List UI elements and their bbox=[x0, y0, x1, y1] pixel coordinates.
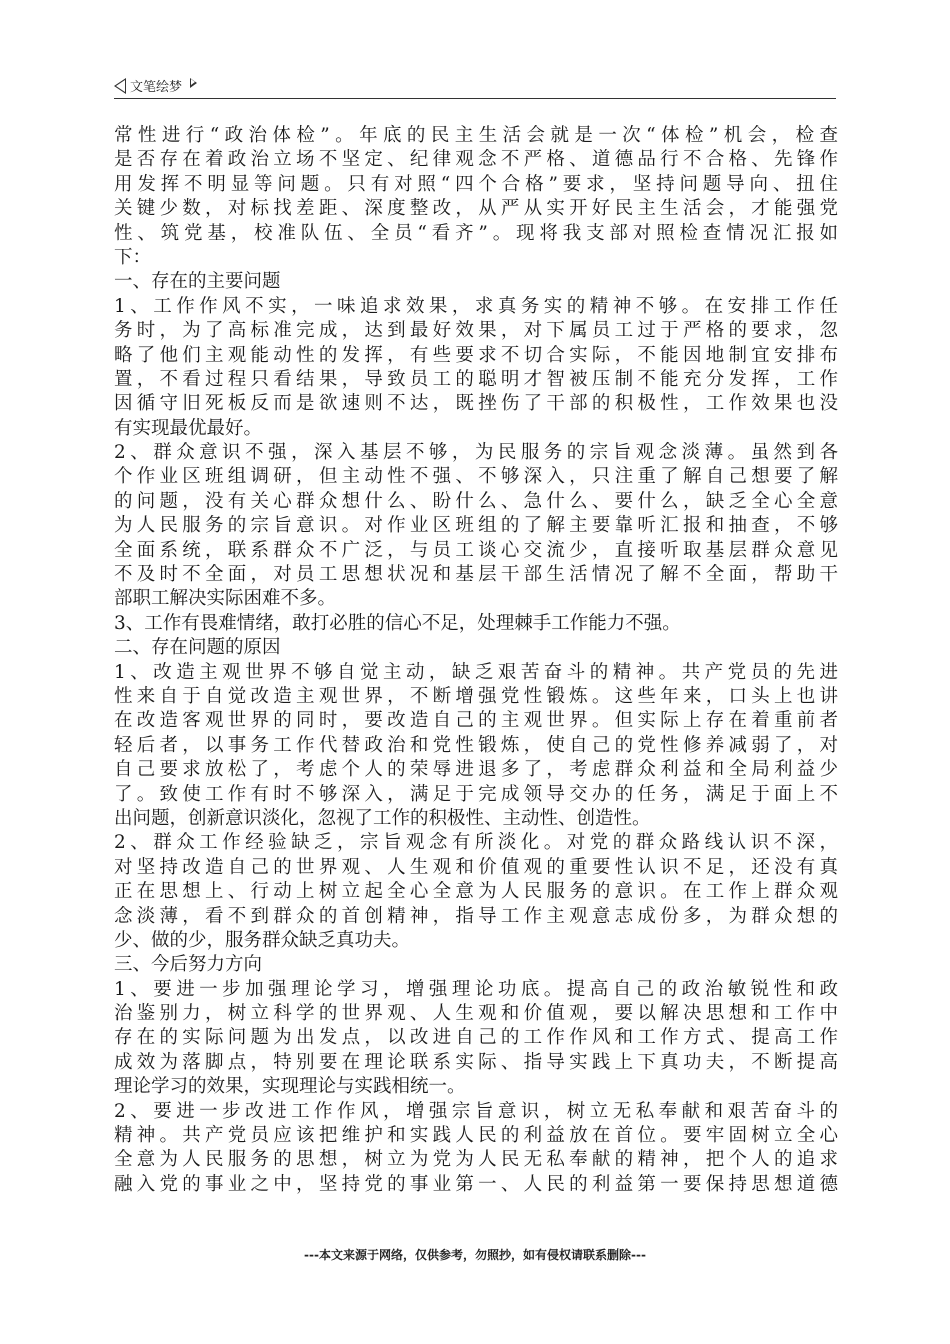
text-line: 轻后者，以事务工作代替政治和党性锻炼，使自己的党性修养减弱了，对 bbox=[114, 734, 838, 756]
document-body bbox=[114, 124, 838, 1197]
triangle-right-icon bbox=[190, 78, 197, 88]
text-line: 用发挥不明显等问题。只有对照“四个合格”要求，坚持问题导向、扭住 bbox=[114, 173, 838, 195]
text-line: 三、今后努力方向 bbox=[114, 954, 263, 976]
footer-disclaimer: ---本文来源于网络，仅供参考，勿照抄，如有侵权请联系删除--- bbox=[304, 1248, 646, 1262]
text-line: 在改造客观世界的同时，要改造自己的主观世界。但实际上存在着重前者 bbox=[114, 710, 838, 732]
text-line: 因循守旧死板反而是欲速则不达，既挫伤了干部的积极性，工作效果也没 bbox=[114, 393, 838, 415]
text-line: 1、工作作风不实，一味追求效果，求真务实的精神不够。在安排工作任 bbox=[114, 295, 838, 317]
text-line: 2、群众意识不强，深入基层不够，为民服务的宗旨观念淡薄。虽然到各 bbox=[114, 442, 838, 464]
text-line: 3、工作有畏难情绪，敢打必胜的信心不足，处理棘手工作能力不强。 bbox=[114, 612, 681, 634]
text-line: 关键少数，对标找差距、深度整改，从严从实开好民主生活会，才能强党 bbox=[114, 198, 838, 220]
text-line: 念淡薄，看不到群众的首创精神，指导工作主观意志成份多，为群众想的 bbox=[114, 905, 838, 927]
text-line: 理论学习的效果，实现理论与实践相统一。 bbox=[114, 1076, 466, 1098]
text-line: 一、存在的主要问题 bbox=[114, 271, 281, 293]
text-line: 融入党的事业之中，坚持党的事业第一、人民的利益第一要保持思想道德 bbox=[114, 1173, 838, 1195]
text-line: 对坚持改造自己的世界观、人生观和价值观的重要性认识不足，还没有真 bbox=[114, 856, 838, 878]
brand-name: 文笔绘梦 bbox=[130, 80, 183, 95]
text-line: 有实现最优最好。 bbox=[114, 417, 263, 439]
text-line: 出问题，创新意识淡化，忽视了工作的积极性、主动性、创造性。 bbox=[114, 807, 651, 829]
text-line: 个作业区班组调研，但主动性不强、不够深入，只注重了解自己想要了解 bbox=[114, 466, 838, 488]
text-line: 的问题，没有关心群众想什么、盼什么、急什么、要什么，缺乏全心全意 bbox=[114, 490, 838, 512]
text-line: 全面系统，联系群众不广泛，与员工谈心交流少，直接听取基层群众意见 bbox=[114, 539, 838, 561]
text-line: 下： bbox=[114, 246, 152, 268]
text-line: 自己要求放松了，考虑个人的荣辱进退多了，考虑群众利益和全局利益少 bbox=[114, 759, 838, 781]
text-line: 全意为人民服务的思想，树立为党为人民无私奉献的精神，把个人的追求 bbox=[114, 1149, 838, 1171]
page-header bbox=[114, 72, 836, 99]
text-line: 置，不看过程只看结果，导致员工的聪明才智被压制不能充分发挥，工作 bbox=[114, 368, 838, 390]
text-line: 常性进行“政治体检”。年底的民主生活会就是一次“体检”机会，检查 bbox=[114, 125, 838, 146]
text-line: 1、要进一步加强理论学习，增强理论功底。提高自己的政治敏锐性和政 bbox=[114, 978, 838, 1000]
triangle-left-icon bbox=[114, 78, 126, 94]
text-line: 治鉴别力，树立科学的世界观、人生观和价值观，要以解决思想和工作中 bbox=[114, 1003, 838, 1025]
text-line: 不及时不全面，对员工思想状况和基层干部生活情况了解不全面，帮助干 bbox=[114, 564, 838, 586]
text-line: 少、做的少，服务群众缺乏真功夫。 bbox=[114, 929, 411, 951]
text-line: 为人民服务的宗旨意识。对作业区班组的了解主要靠听汇报和抽查，不够 bbox=[114, 515, 838, 537]
text-line: 成效为落脚点，特别要在理论联系实际、指导实践上下真功夫，不断提高 bbox=[114, 1051, 838, 1073]
text-line: 精神。共产党员应该把维护和实践人民的利益放在首位。要牢固树立全心 bbox=[114, 1125, 838, 1147]
brand-logo bbox=[114, 76, 197, 95]
text-line: 1、改造主观世界不够自觉主动，缺乏艰苦奋斗的精神。共产党员的先进 bbox=[114, 661, 838, 683]
text-line: 存在的实际问题为出发点，以改进自己的工作作风和工作方式、提高工作 bbox=[114, 1027, 838, 1049]
text-line: 是否存在着政治立场不坚定、纪律观念不严格、道德品行不合格、先锋作 bbox=[114, 149, 838, 171]
text-line: 略了他们主观能动性的发挥，有些要求不切合实际，不能因地制宜安排布 bbox=[114, 344, 838, 366]
text-line: 了。致使工作有时不够深入，满足于完成领导交办的任务，满足于面上不 bbox=[114, 783, 838, 805]
text-line: 正在思想上、行动上树立起全心全意为人民服务的意识。在工作上群众观 bbox=[114, 881, 838, 903]
text-line: 二、存在问题的原因 bbox=[114, 637, 281, 659]
text-line: 2、要进一步改进工作作风，增强宗旨意识，树立无私奉献和艰苦奋斗的 bbox=[114, 1100, 838, 1122]
text-line: 性来自于自觉改造主观世界，不断增强党性锻炼。这些年来，口头上也讲 bbox=[114, 685, 838, 707]
text-line: 部职工解决实际困难不多。 bbox=[114, 588, 337, 610]
text-line: 性、筑党基，校准队伍、全员“看齐”。现将我支部对照检查情况汇报如 bbox=[114, 222, 838, 244]
text-line: 务时，为了高标准完成，达到最好效果，对下属员工过于严格的要求，忽 bbox=[114, 320, 838, 342]
text-line: 2、群众工作经验缺乏，宗旨观念有所淡化。对党的群众路线认识不深， bbox=[114, 832, 838, 854]
